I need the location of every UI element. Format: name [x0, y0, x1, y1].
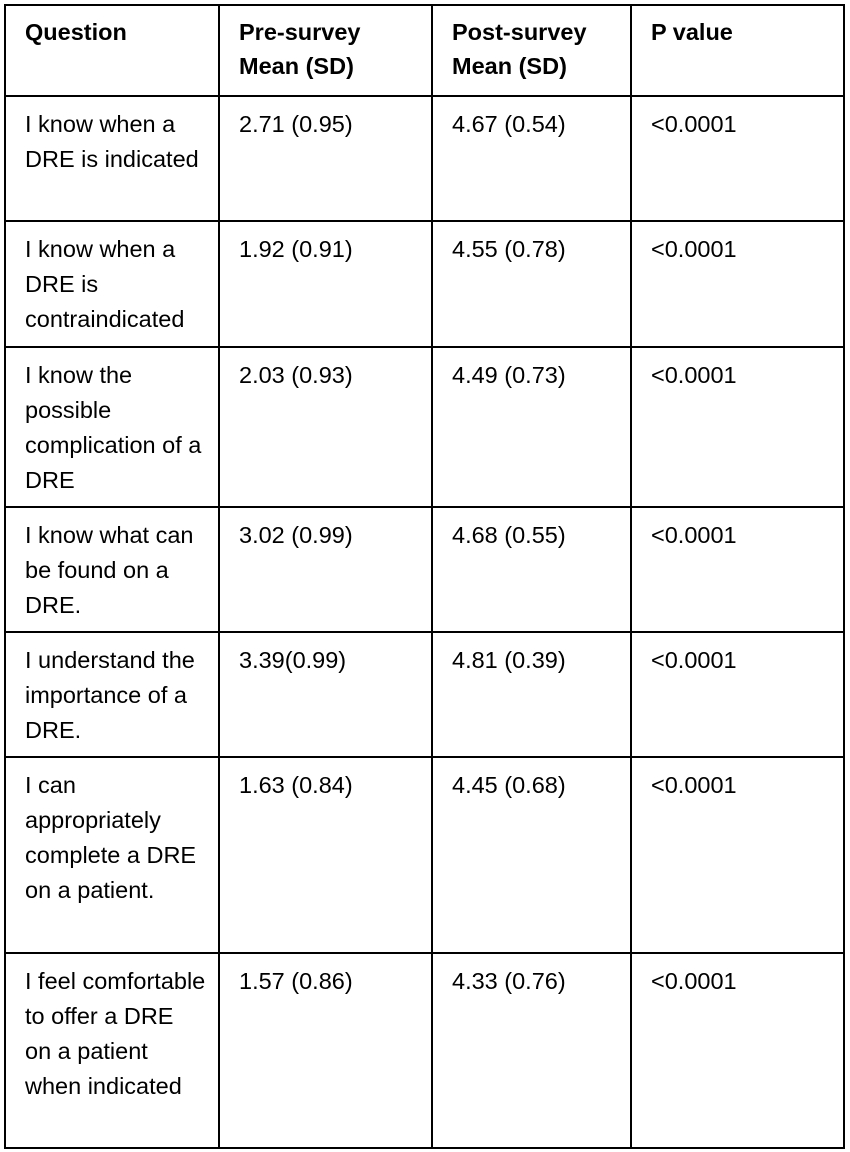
p-value-cell: <0.0001 [631, 757, 844, 953]
pre-survey-cell: 3.39(0.99) [219, 632, 432, 757]
p-value-cell: <0.0001 [631, 507, 844, 632]
pre-survey-cell: 1.63 (0.84) [219, 757, 432, 953]
table-row [5, 507, 844, 632]
question-cell: I can appropriately complete a DRE on a patient. [5, 757, 219, 953]
table-row [5, 757, 844, 953]
post-survey-cell: 4.49 (0.73) [432, 347, 631, 507]
header-pre-survey: Pre-survey Mean (SD) [219, 5, 432, 96]
question-cell: I know the possible complication of a DRE [5, 347, 219, 507]
question-cell: I know what can be found on a DRE. [5, 507, 219, 632]
p-value-cell: <0.0001 [631, 221, 844, 347]
table-row [5, 347, 844, 507]
post-survey-cell: 4.33 (0.76) [432, 953, 631, 1148]
p-value-cell: <0.0001 [631, 953, 844, 1148]
table-row [5, 953, 844, 1148]
pre-survey-cell: 2.03 (0.93) [219, 347, 432, 507]
header-row [5, 5, 844, 96]
question-cell: I understand the importance of a DRE. [5, 632, 219, 757]
post-survey-cell: 4.81 (0.39) [432, 632, 631, 757]
p-value-cell: <0.0001 [631, 347, 844, 507]
table-row [5, 221, 844, 347]
post-survey-cell: 4.68 (0.55) [432, 507, 631, 632]
question-cell: I feel comfortable to offer a DRE on a patient when indicated [5, 953, 219, 1148]
pre-survey-cell: 1.92 (0.91) [219, 221, 432, 347]
table-row [5, 96, 844, 221]
question-cell: I know when a DRE is contraindicated [5, 221, 219, 347]
pre-survey-cell: 3.02 (0.99) [219, 507, 432, 632]
p-value-cell: <0.0001 [631, 632, 844, 757]
pre-survey-cell: 2.71 (0.95) [219, 96, 432, 221]
table-row [5, 632, 844, 757]
header-post-survey: Post-survey Mean (SD) [432, 5, 631, 96]
post-survey-cell: 4.55 (0.78) [432, 221, 631, 347]
post-survey-cell: 4.45 (0.68) [432, 757, 631, 953]
survey-results-table [4, 4, 845, 1149]
p-value-cell: <0.0001 [631, 96, 844, 221]
question-cell: I know when a DRE is indicated [5, 96, 219, 221]
pre-survey-cell: 1.57 (0.86) [219, 953, 432, 1148]
header-question: Question [5, 5, 219, 96]
post-survey-cell: 4.67 (0.54) [432, 96, 631, 221]
header-p-value: P value [631, 5, 844, 96]
